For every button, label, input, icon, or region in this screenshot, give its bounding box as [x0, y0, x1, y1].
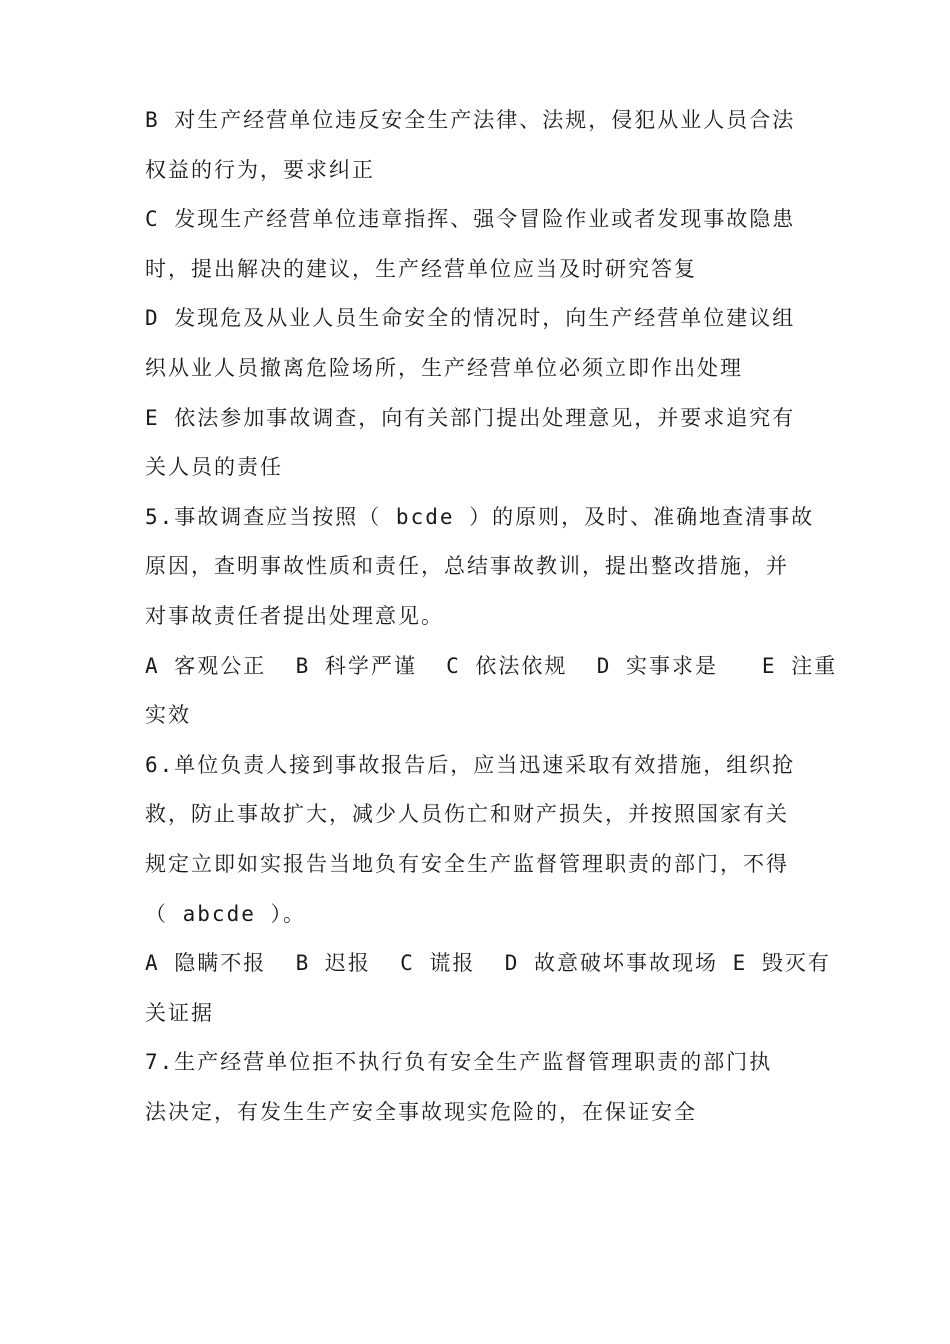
text-line: E 依法参加事故调查，向有关部门提出处理意见，并要求追究有 — [145, 405, 796, 430]
question-7-line: 7.生产经营单位拒不执行负有安全生产监督管理职责的部门执 — [145, 1050, 773, 1075]
text-line: （ abcde ）。 — [145, 901, 307, 926]
text-line: 实效 — [145, 703, 191, 728]
text-line: 权益的行为，要求纠正 — [145, 157, 375, 182]
document-body — [145, 96, 838, 1137]
options-line: A 隐瞒不报 B 迟报 C 谎报 D 故意破坏事故现场 E 毁灭有 — [145, 951, 831, 976]
text-line: 织从业人员撤离危险场所，生产经营单位必须立即作出处理 — [145, 355, 743, 380]
text-line: 对事故责任者提出处理意见。 — [145, 603, 444, 628]
text-line: B 对生产经营单位违反安全生产法律、法规，侵犯从业人员合法 — [145, 108, 796, 132]
text-line: 时，提出解决的建议，生产经营单位应当及时研究答复 — [145, 256, 697, 281]
text-line: 关证据 — [145, 1000, 214, 1025]
text-line: 规定立即如实报告当地负有安全生产监督管理职责的部门，不得 — [145, 851, 789, 876]
options-line: A 客观公正 B 科学严谨 C 依法依规 D 实事求是 E 注重 — [145, 653, 838, 678]
text-line: 救，防止事故扩大，减少人员伤亡和财产损失，并按照国家有关 — [145, 802, 789, 827]
text-line: 关人员的责任 — [145, 455, 283, 480]
question-6-line: 6.单位负责人接到事故报告后，应当迅速采取有效措施，组织抢 — [145, 752, 796, 777]
text-line: D 发现危及从业人员生命安全的情况时，向生产经营单位建议组 — [145, 306, 796, 331]
question-5-line: 5.事故调查应当按照（ bcde ）的原则，及时、准确地查清事故 — [145, 504, 815, 529]
text-line: C 发现生产经营单位违章指挥、强令冒险作业或者发现事故隐患 — [145, 207, 796, 232]
text-line: 原因，查明事故性质和责任，总结事故教训，提出整改措施，并 — [145, 554, 789, 579]
text-line: 法决定，有发生生产安全事故现实危险的，在保证安全 — [145, 1099, 697, 1124]
